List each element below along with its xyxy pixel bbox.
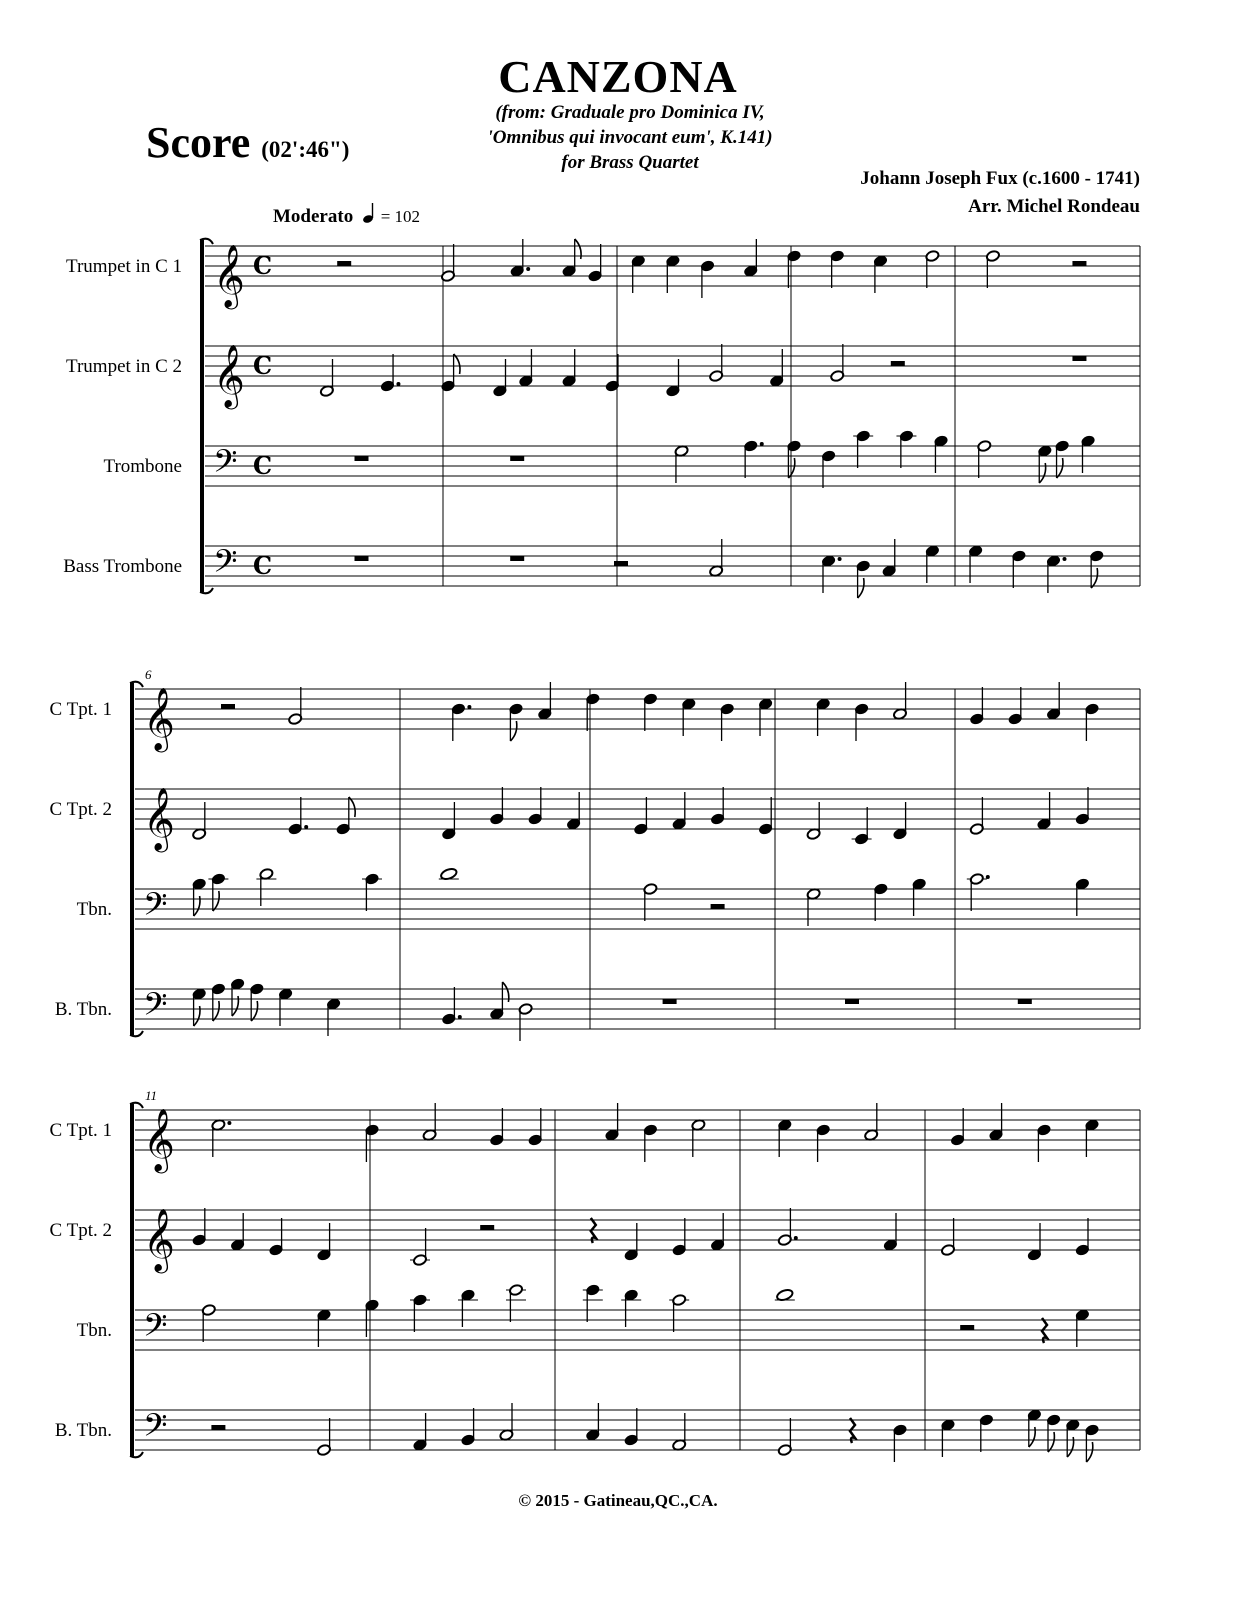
augmentation-dot — [1063, 557, 1067, 561]
half-rest — [891, 361, 905, 366]
half-rest — [211, 1425, 225, 1430]
augmentation-dot — [467, 705, 471, 709]
half-rest — [614, 561, 628, 566]
staff-3 — [77, 1284, 1140, 1410]
time-signature: C — [253, 251, 273, 280]
arranger-credit: Arr. Michel Rondeau — [968, 196, 1140, 217]
augmentation-dot — [986, 875, 990, 879]
whole-rest — [663, 999, 677, 1004]
augmentation-dot — [227, 1121, 231, 1125]
half-rest — [221, 704, 235, 709]
staff-4 — [63, 539, 1140, 598]
staff-2 — [50, 1208, 1140, 1310]
time-signature: C — [253, 451, 273, 480]
whole-rest — [510, 556, 524, 561]
instrument-label: C Tpt. 2 — [49, 1220, 112, 1241]
score-title: CANZONA — [498, 51, 738, 102]
staff-1 — [50, 682, 1140, 789]
staff-3 — [77, 867, 1140, 989]
staff-2 — [66, 344, 1140, 446]
staff-1 — [66, 239, 1140, 346]
augmentation-dot — [526, 267, 530, 271]
instrument-label: C Tpt. 1 — [49, 1120, 112, 1141]
subtitle-line-3: for Brass Quartet — [561, 152, 699, 173]
half-rest — [960, 1325, 974, 1330]
measure-number: 6 — [145, 667, 152, 682]
whole-rest — [1018, 999, 1032, 1004]
instrument-label: C Tpt. 1 — [49, 699, 112, 720]
treble-clef-icon: 𝄞 — [143, 1208, 175, 1271]
augmentation-dot — [838, 557, 842, 561]
whole-rest — [355, 556, 369, 561]
system-2 — [50, 667, 1140, 1041]
half-rest — [711, 904, 725, 909]
tempo-value: = 102 — [380, 207, 421, 226]
augmentation-dot — [458, 1015, 462, 1019]
treble-clef-icon: 𝄞 — [143, 1108, 175, 1171]
system-3 — [50, 1088, 1140, 1462]
augmentation-dot — [794, 1236, 798, 1240]
staff-1 — [50, 1103, 1140, 1210]
bass-clef-icon: 𝄢 — [143, 1307, 168, 1351]
half-rest — [480, 1225, 494, 1230]
bass-clef-icon: 𝄢 — [213, 443, 238, 487]
staff-4 — [55, 978, 1140, 1041]
instrument-label: Bass Trombone — [63, 556, 182, 577]
subtitle-line-1: (from: Graduale pro Dominica IV, — [495, 102, 765, 123]
bass-clef-icon: 𝄢 — [213, 543, 238, 587]
bass-clef-icon: 𝄢 — [143, 986, 168, 1030]
system-1 — [63, 239, 1140, 598]
half-rest — [337, 261, 351, 266]
note-flag — [1086, 1442, 1092, 1462]
tempo-text: Moderato — [273, 206, 354, 227]
instrument-label: Trumpet in C 2 — [66, 356, 182, 377]
subtitle-line-2: 'Omnibus qui invocant eum', K.141) — [487, 127, 773, 148]
note-flag — [251, 1001, 257, 1021]
note-flag — [510, 721, 516, 741]
note-flag — [213, 891, 219, 911]
whole-rest — [510, 456, 524, 461]
time-signature: C — [253, 551, 273, 580]
instrument-label: Trumpet in C 1 — [66, 256, 182, 277]
note-flag — [788, 458, 794, 478]
time-signature: C — [253, 351, 273, 380]
score-word: Score — [146, 118, 251, 167]
augmentation-dot — [396, 382, 400, 386]
note-flag — [1048, 1432, 1054, 1452]
staff-3 — [104, 430, 1140, 546]
measure-number: 11 — [145, 1088, 158, 1103]
note-flag — [454, 354, 460, 374]
whole-rest — [1072, 356, 1086, 361]
instrument-label: Trombone — [103, 456, 182, 477]
note-flag — [1091, 568, 1097, 588]
whole-rest — [355, 456, 369, 461]
instrument-label: B. Tbn. — [54, 999, 112, 1020]
treble-clef-icon: 𝄞 — [143, 687, 175, 750]
instrument-label: Tbn. — [76, 899, 112, 920]
instrument-label: C Tpt. 2 — [49, 799, 112, 820]
bass-clef-icon: 𝄢 — [143, 1407, 168, 1451]
note-flag — [349, 797, 355, 817]
score-duration: (02':46") — [261, 137, 350, 162]
whole-rest — [845, 999, 859, 1004]
note-flag — [213, 1001, 219, 1021]
note-flag — [1057, 458, 1063, 478]
copyright-footer: © 2015 - Gatineau,QC.,CA. — [518, 1491, 718, 1510]
treble-clef-icon: 𝄞 — [213, 244, 245, 307]
composer-credit: Johann Joseph Fux (c.1600 - 1741) — [860, 168, 1140, 189]
half-rest — [1072, 261, 1086, 266]
instrument-label: B. Tbn. — [54, 1420, 112, 1441]
instrument-label: Tbn. — [76, 1320, 112, 1341]
augmentation-dot — [760, 442, 764, 446]
staff-4 — [55, 1403, 1140, 1462]
augmentation-dot — [304, 825, 308, 829]
treble-clef-icon: 𝄞 — [143, 787, 175, 850]
note-flag — [858, 578, 864, 598]
bass-clef-icon: 𝄢 — [143, 886, 168, 930]
treble-clef-icon: 𝄞 — [213, 344, 245, 407]
